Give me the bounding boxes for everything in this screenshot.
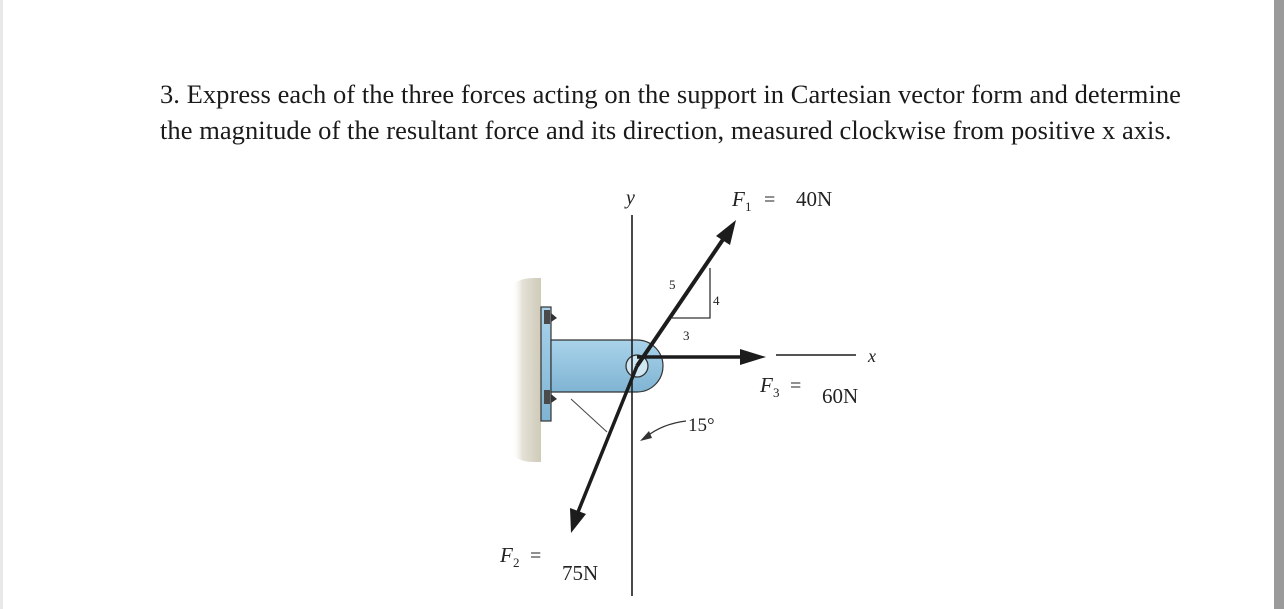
problem-line-1: 3. Express each of the three forces acting on the support in Cartesian vector form and determine [160, 79, 1181, 109]
f3-value: 60N [822, 384, 859, 408]
f1-subscript: 1 [745, 199, 752, 214]
f3-label [759, 373, 858, 408]
angle-arc-arrowhead [640, 431, 652, 441]
f2-subscript: 2 [513, 555, 520, 570]
force-f1-arrow [637, 220, 736, 366]
f3-equals: = [790, 375, 802, 397]
f3-symbol: F [760, 373, 773, 397]
angle-label: 15° [688, 415, 715, 436]
support-bracket [541, 307, 663, 421]
f1-value: 40N [796, 187, 833, 211]
f2-equals: = [530, 545, 542, 567]
f2-label [499, 543, 598, 585]
f2-symbol: F [500, 543, 513, 567]
f2-value: 75N [562, 561, 599, 585]
wall [512, 278, 541, 462]
f1-label [731, 187, 832, 214]
x-axis-label: x [868, 346, 876, 366]
slope-hyp-label: 5 [669, 277, 676, 292]
f1-symbol: F [732, 187, 745, 211]
reaction-line [571, 399, 607, 432]
f3-subscript: 3 [773, 385, 780, 400]
y-axis-label: y [626, 187, 635, 209]
slope-rise-label: 4 [713, 293, 720, 308]
f1-equals: = [764, 189, 776, 211]
slope-run-label: 3 [683, 328, 690, 343]
angle-arc [646, 421, 686, 437]
problem-line-2: the magnitude of the resultant force and its direction, measured clockwise from positive x axis. [160, 115, 1172, 145]
